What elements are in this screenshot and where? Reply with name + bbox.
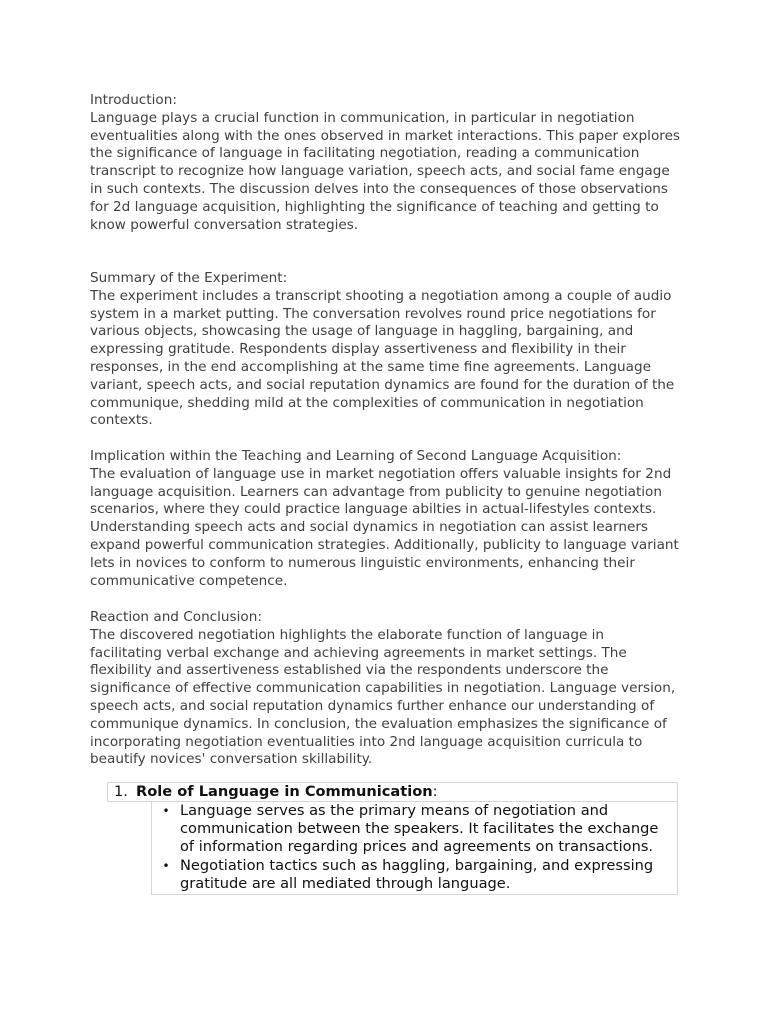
reaction-section	[90, 609, 680, 769]
bullet-icon: •	[162, 858, 170, 873]
list-item-title-suffix: :	[432, 783, 438, 800]
summary-section	[90, 270, 680, 430]
bullet-item	[152, 857, 677, 893]
reaction-heading: Reaction and Conclusion:	[90, 609, 262, 625]
introduction-heading: Introduction:	[90, 92, 177, 108]
implication-heading: Implication within the Teaching and Learning of Second Language Acquisition:	[90, 448, 622, 464]
bullet-icon: •	[162, 804, 170, 818]
list-item-number: 1.	[114, 783, 128, 800]
implication-section	[90, 448, 680, 590]
bullet-list	[151, 802, 678, 895]
introduction-body: Language plays a crucial function in communication, in particular in negotiation eventualities along with the ones observed in market interactions. This paper explores the significance of language in facilitating negotiation, reading a communication transcript to recognize how language variation, speech acts, and social fame engage in such contexts. The discussion delves into the consequences of those observations for 2d language acquisition, highlighting the significance of teaching and getting to know powerful conversation strategies.	[90, 109, 681, 233]
bullet-item	[152, 802, 677, 857]
list-item-header	[107, 782, 678, 802]
bullet-text: Language serves as the primary means of negotiation and communication between the speakers. It facilitates the exchange of information regarding prices and agreements on transactions.	[180, 802, 659, 856]
bullet-text: Negotiation tactics such as haggling, bargaining, and expressing gratitude are all mediated through language.	[180, 856, 654, 892]
numbered-list	[107, 782, 678, 895]
reaction-body: The discovered negotiation highlights the elaborate function of language in facilitating verbal exchange and achieving agreements in market settings. The flexibility and assertiveness established via the respondents underscore the significance of effective communication capabilities in negotiation. Language version, speech acts, and social reputation dynamics further enhance our understanding of communique dynamics. In conclusion, the evaluation emphasizes the significance of incorporating negotiation eventualities into 2nd language acquisition curricula to beautify novices' conversation skillability.	[90, 626, 676, 768]
summary-heading: Summary of the Experiment:	[90, 270, 288, 286]
summary-body: The experiment includes a transcript shooting a negotiation among a couple of audio system in a market putting. The conversation revolves round price negotiations for various objects, showcasing the usage of language in haggling, bargaining, and expressing gratitude. Respondents display assertiveness and flexibility in their responses, in the end accomplishing at the same time fine agreements. Language variant, speech acts, and social reputation dynamics are found for the duration of the communique, shedding mild at the complexities of communication in negotiation contexts.	[90, 287, 675, 429]
introduction-section	[90, 92, 680, 234]
list-item-title: Role of Language in Communication	[136, 783, 433, 800]
implication-body: The evaluation of language use in market negotiation offers valuable insights for 2nd language acquisition. Learners can advantage from publicity to genuine negotiation scenarios, where they could practice language abilties in actual-lifestyles contexts. Understanding speech acts and social dynamics in negotiation can assist learners expand powerful communication strategies. Additionally, publicity to language variant lets in novices to conform to numerous linguistic environments, enhancing their communicative competence.	[90, 465, 679, 589]
